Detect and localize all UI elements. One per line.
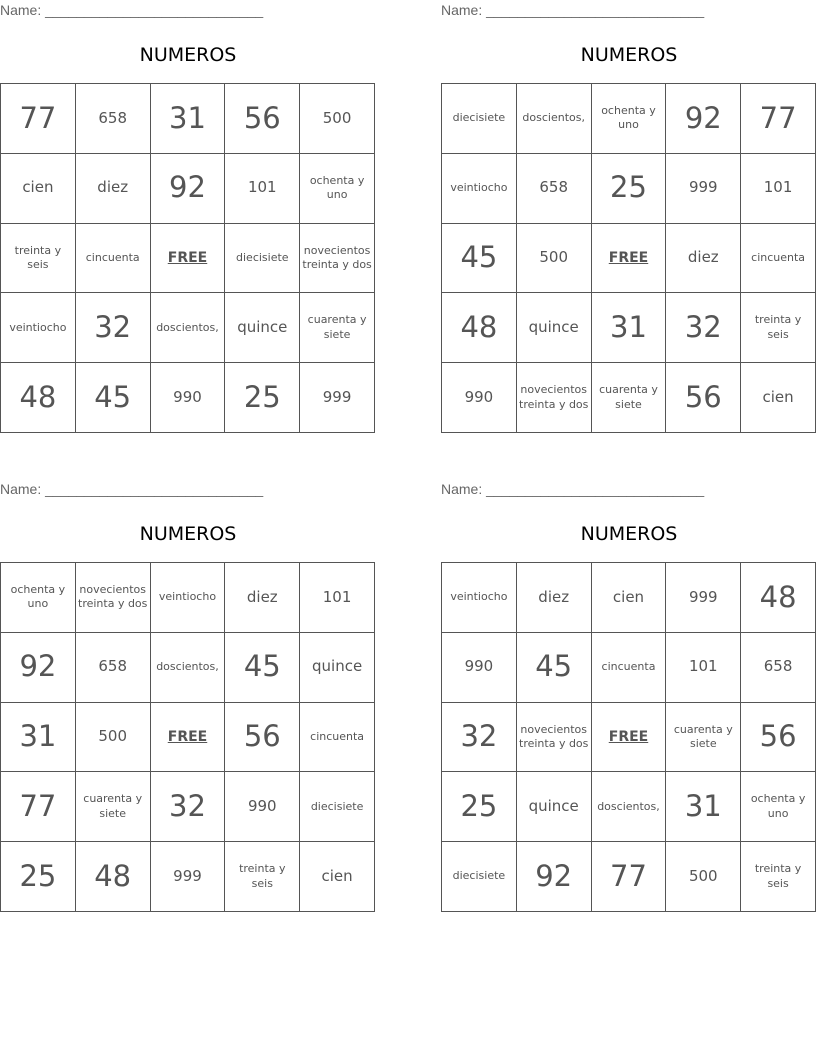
bingo-cell: 101 <box>300 563 375 633</box>
bingo-cell: 92 <box>1 633 76 703</box>
bingo-cell: 990 <box>225 772 300 842</box>
bingo-cell: 25 <box>442 772 517 842</box>
bingo-cell: cincuenta <box>76 224 151 294</box>
bingo-cell: 999 <box>151 842 226 912</box>
bingo-cell: 56 <box>225 84 300 154</box>
bingo-card-4 <box>441 479 816 919</box>
bingo-cell: 990 <box>442 363 517 433</box>
bingo-cell: 45 <box>442 224 517 294</box>
bingo-cell: novecientos treinta y dos <box>76 563 151 633</box>
bingo-cell: 56 <box>666 363 741 433</box>
card-title: NUMEROS <box>139 523 237 545</box>
bingo-cell: 658 <box>76 633 151 703</box>
bingo-cell: 500 <box>76 703 151 773</box>
bingo-cell: 56 <box>741 703 816 773</box>
bingo-cell: cien <box>592 563 667 633</box>
bingo-cell: 658 <box>76 84 151 154</box>
bingo-cell: cincuenta <box>592 633 667 703</box>
bingo-cell: 990 <box>151 363 226 433</box>
bingo-cell: cuarenta y siete <box>76 772 151 842</box>
bingo-cell: 77 <box>741 84 816 154</box>
bingo-cell: cien <box>300 842 375 912</box>
bingo-cell: ochenta y uno <box>592 84 667 154</box>
bingo-cell: cien <box>1 154 76 224</box>
bingo-grid <box>0 562 375 912</box>
bingo-cell: diez <box>76 154 151 224</box>
bingo-cell: veintiocho <box>442 154 517 224</box>
bingo-cell: treinta y seis <box>741 293 816 363</box>
bingo-cell: cuarenta y siete <box>300 293 375 363</box>
bingo-cell: 48 <box>442 293 517 363</box>
bingo-cell: 25 <box>1 842 76 912</box>
bingo-cell: 77 <box>1 772 76 842</box>
name-field: Name: ____________________________ <box>0 481 264 497</box>
bingo-cell: 500 <box>300 84 375 154</box>
bingo-grid <box>441 562 816 912</box>
bingo-cell: 990 <box>442 633 517 703</box>
card-title: NUMEROS <box>139 44 237 66</box>
bingo-cell: diecisiete <box>442 842 517 912</box>
bingo-cell: novecientos treinta y dos <box>300 224 375 294</box>
name-field: Name: ____________________________ <box>441 2 705 18</box>
bingo-cell: quince <box>517 772 592 842</box>
bingo-cell: 48 <box>741 563 816 633</box>
bingo-cell: ochenta y uno <box>741 772 816 842</box>
bingo-cell: cincuenta <box>300 703 375 773</box>
bingo-cell: cincuenta <box>741 224 816 294</box>
bingo-cell: doscientos, <box>592 772 667 842</box>
bingo-cell: doscientos, <box>151 293 226 363</box>
bingo-cell: 32 <box>76 293 151 363</box>
free-cell: FREE <box>151 224 226 294</box>
bingo-cell: treinta y seis <box>741 842 816 912</box>
bingo-cell: 48 <box>76 842 151 912</box>
bingo-grid <box>0 83 375 433</box>
bingo-cell: 48 <box>1 363 76 433</box>
bingo-cell: treinta y seis <box>225 842 300 912</box>
bingo-cell: 101 <box>741 154 816 224</box>
card-title: NUMEROS <box>580 44 678 66</box>
bingo-cell: 32 <box>151 772 226 842</box>
bingo-card-3 <box>0 479 376 919</box>
bingo-cell: diez <box>517 563 592 633</box>
bingo-cell: veintiocho <box>151 563 226 633</box>
bingo-cell: 92 <box>666 84 741 154</box>
bingo-cell: 32 <box>442 703 517 773</box>
card-title: NUMEROS <box>580 523 678 545</box>
bingo-cell: quince <box>225 293 300 363</box>
bingo-cell: treinta y seis <box>1 224 76 294</box>
bingo-cell: diez <box>225 563 300 633</box>
bingo-cell: veintiocho <box>1 293 76 363</box>
bingo-cell: diecisiete <box>442 84 517 154</box>
bingo-cell: diecisiete <box>225 224 300 294</box>
bingo-cell: 31 <box>1 703 76 773</box>
bingo-cell: novecientos treinta y dos <box>517 363 592 433</box>
bingo-cell: 999 <box>666 563 741 633</box>
bingo-cell: 45 <box>76 363 151 433</box>
name-field: Name: ____________________________ <box>441 481 705 497</box>
bingo-cell: quince <box>517 293 592 363</box>
bingo-cell: 92 <box>517 842 592 912</box>
bingo-cell: diez <box>666 224 741 294</box>
bingo-grid <box>441 83 816 433</box>
bingo-cell: doscientos, <box>151 633 226 703</box>
bingo-cell: 101 <box>666 633 741 703</box>
bingo-card-1 <box>0 0 376 440</box>
bingo-cell: 32 <box>666 293 741 363</box>
bingo-cell: ochenta y uno <box>1 563 76 633</box>
bingo-cell: novecientos treinta y dos <box>517 703 592 773</box>
bingo-cell: 25 <box>592 154 667 224</box>
bingo-cell: diecisiete <box>300 772 375 842</box>
bingo-cell: 31 <box>592 293 667 363</box>
bingo-card-2 <box>441 0 816 440</box>
bingo-cell: 56 <box>225 703 300 773</box>
bingo-cell: veintiocho <box>442 563 517 633</box>
bingo-cell: 31 <box>151 84 226 154</box>
bingo-cell: cuarenta y siete <box>666 703 741 773</box>
bingo-cell: cuarenta y siete <box>592 363 667 433</box>
bingo-cell: 77 <box>1 84 76 154</box>
bingo-cell: 101 <box>225 154 300 224</box>
bingo-cell: 658 <box>517 154 592 224</box>
bingo-cell: 31 <box>666 772 741 842</box>
bingo-cell: 999 <box>300 363 375 433</box>
bingo-cell: ochenta y uno <box>300 154 375 224</box>
bingo-cell: quince <box>300 633 375 703</box>
bingo-cell: 658 <box>741 633 816 703</box>
free-cell: FREE <box>151 703 226 773</box>
bingo-cell: cien <box>741 363 816 433</box>
bingo-cell: 45 <box>225 633 300 703</box>
free-cell: FREE <box>592 224 667 294</box>
name-field: Name: ____________________________ <box>0 2 264 18</box>
bingo-cell: 77 <box>592 842 667 912</box>
bingo-cell: doscientos, <box>517 84 592 154</box>
bingo-cell: 45 <box>517 633 592 703</box>
bingo-cell: 500 <box>666 842 741 912</box>
free-cell: FREE <box>592 703 667 773</box>
bingo-cell: 92 <box>151 154 226 224</box>
bingo-cell: 999 <box>666 154 741 224</box>
bingo-cell: 500 <box>517 224 592 294</box>
bingo-cell: 25 <box>225 363 300 433</box>
